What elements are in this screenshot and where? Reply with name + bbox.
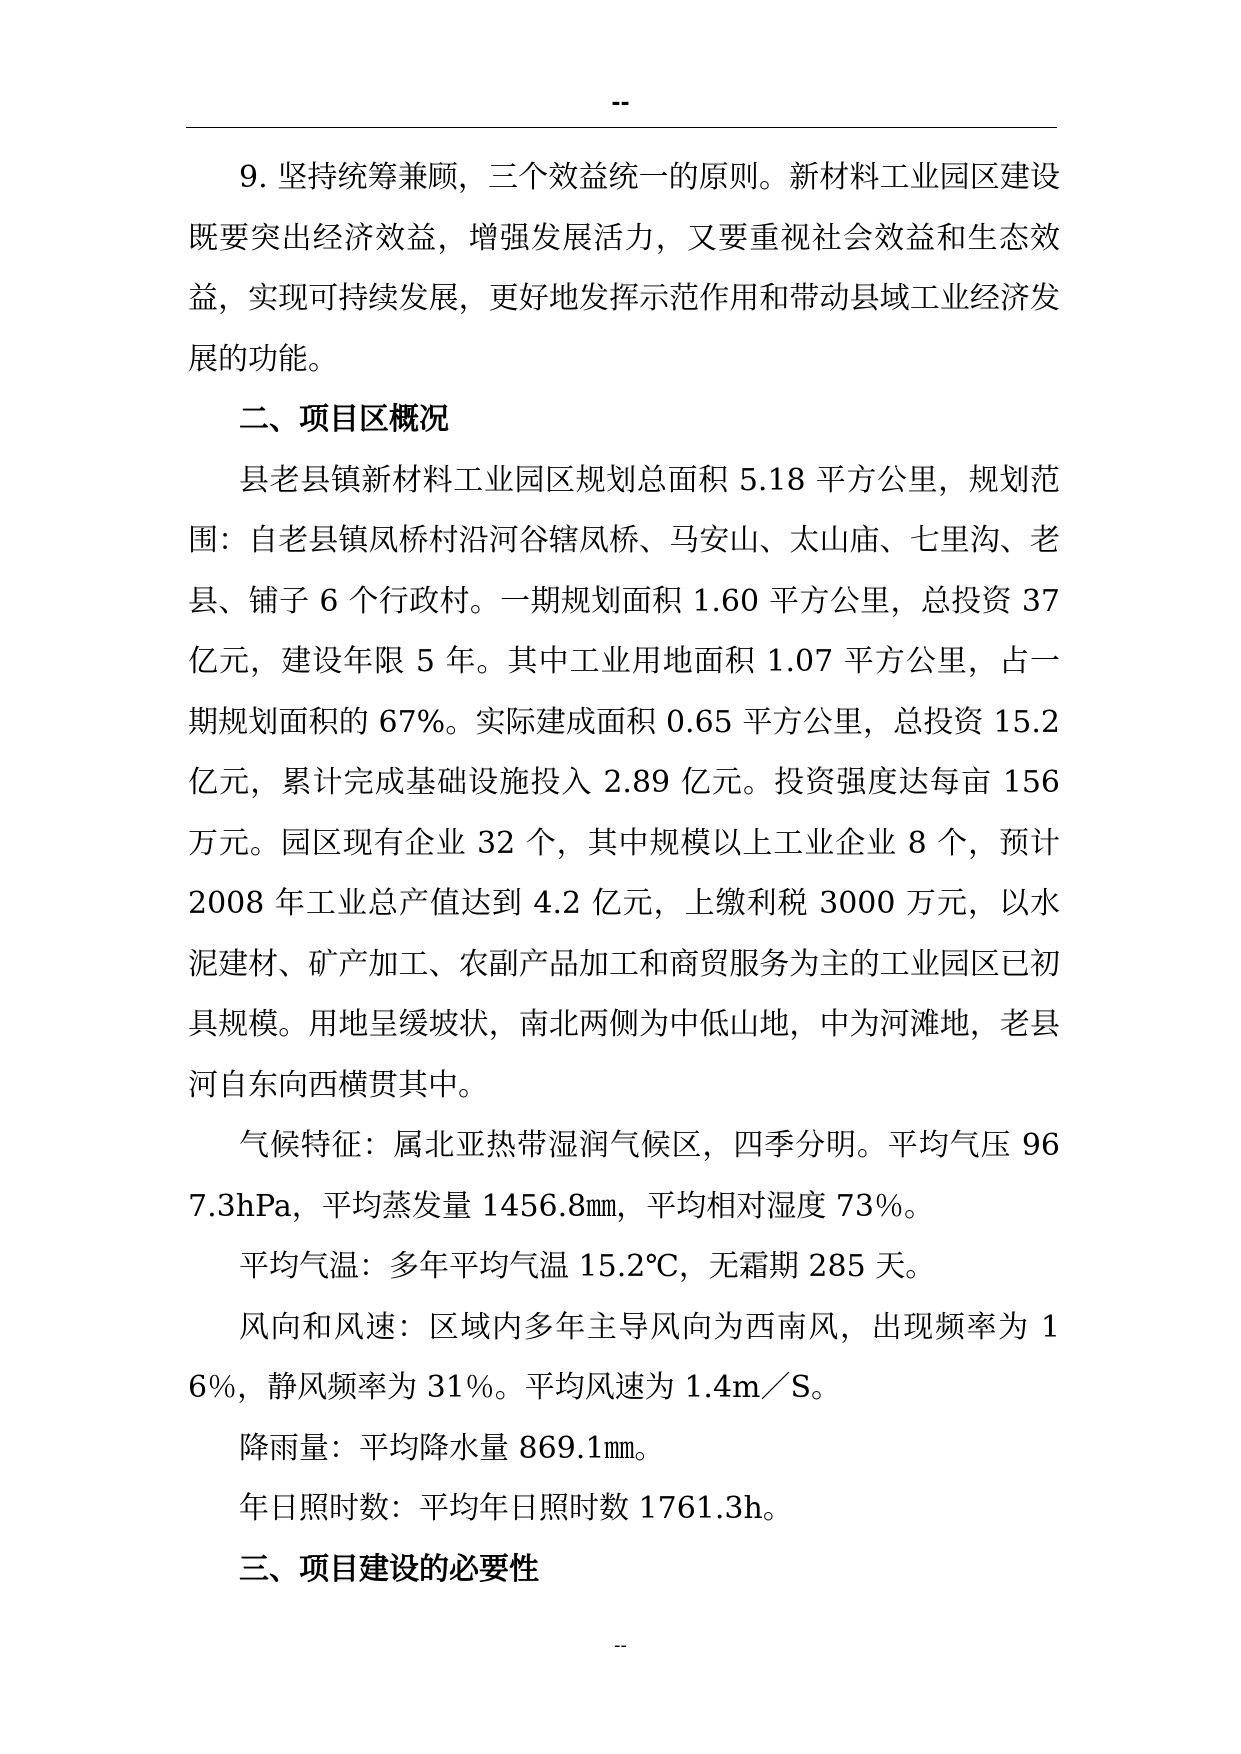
header-rule xyxy=(186,127,1057,128)
paragraph-rainfall: 降雨量：平均降水量 869.1㎜。 xyxy=(239,1430,665,1466)
paragraph-climate: 气候特征：属北亚热带湿润气候区，四季分明。平均气压 967.3hPa，平均蒸发量 1456.8㎜，平均相对湿度 73％。 xyxy=(188,1128,1060,1224)
document-body xyxy=(188,148,1060,1600)
paragraph-temperature: 平均气温：多年平均气温 15.2℃，无霜期 285 天。 xyxy=(239,1249,936,1284)
section-heading-project-overview: 二、项目区概况 xyxy=(239,402,449,437)
page-footer-mark: -- xyxy=(614,1635,627,1656)
paragraph-wind: 风向和风速：区域内多年主导风向为西南风，出现频率为 16％，静风频率为 31％。平均风速为 1.4m／S。 xyxy=(188,1309,1060,1405)
paragraph-sunshine: 年日照时数：平均年日照时数 1761.3h。 xyxy=(239,1491,793,1526)
paragraph-principle-9: 9. 坚持统筹兼顾，三个效益统一的原则。新材料工业园区建设既要突出经济效益，增强发展活力，又要重视社会效益和生态效益，实现可持续发展，更好地发挥示范作用和带动县域工业经济发展的功能。 xyxy=(188,160,1060,377)
section-heading-necessity: 三、项目建设的必要性 xyxy=(239,1551,539,1587)
page-header-mark: -- xyxy=(611,91,630,116)
paragraph-park-overview: 县老县镇新材料工业园区规划总面积 5.18 平方公里，规划范围：自老县镇凤桥村沿河谷辖凤桥、马安山、太山庙、七里沟、老县、铺子 6 个行政村。一期规划面积 1.60 平方公里，总投资 37 亿元，建设年限 5 年。其中工业用地面积 1.07 平方公里，占一期规划面积的 67%。实际建成面积 0.65 平方公里，总投资 15.2 亿元，累计完成基础设施投入 2.89 亿元。投资强度达每亩 156 万元。园区现有企业 32 个，其中规模以上工业企业 8 个，预计 2008 年工业总产值达到 4.2 亿元，上缴利税 3000 万元，以水泥建材、矿产加工、农副产品加工和商贸服务为主的工业园区已初具规模。用地呈缓坡状，南北两侧为中低山地，中为河滩地，老县河自东向西横贯其中。 xyxy=(188,462,1060,1103)
